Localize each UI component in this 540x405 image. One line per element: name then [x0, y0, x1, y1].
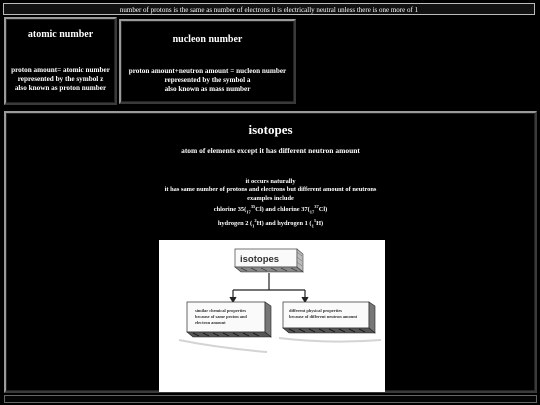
sketch-right-line: different physical properties — [289, 308, 343, 313]
chlorine-example — [6, 203, 535, 217]
hydrogen-example — [6, 217, 535, 231]
sketch-left-line: because of same proton and — [195, 314, 247, 319]
sketch-right-line: because of different neutron amount — [289, 314, 358, 319]
nucleon-line: also known as mass number — [164, 85, 251, 93]
banner-text: number of protons is the same as number of electrons it is electrically neutral unless there is one more of 1 — [119, 6, 419, 14]
nucleon-number-title: nucleon number — [172, 34, 243, 45]
nucleon-line: proton amount+neutron amount = nucleon number — [128, 67, 287, 75]
sketch-left-line: electron amount — [195, 320, 226, 325]
nucleon-number-box[interactable] — [119, 19, 296, 104]
sketch-heading-text: isotopes — [240, 254, 280, 265]
chlorine-sub: 17 — [246, 209, 251, 215]
isotopes-sketch-image — [159, 240, 385, 392]
hydrogen-sup: 2 — [254, 217, 257, 223]
isotopes-title: isotopes — [248, 122, 293, 137]
top-banner — [3, 3, 535, 15]
nucleon-number-body — [121, 67, 294, 94]
isotopes-sketch — [159, 240, 385, 392]
nucleon-line: represented by the symbol a — [164, 76, 251, 84]
isotopes-body — [6, 178, 535, 230]
atomic-line: proton amount= atomic number — [11, 66, 110, 74]
sketch-connectors — [230, 273, 308, 302]
chlorine-mid: Cl) and chlorine 37( — [255, 206, 310, 214]
isotopes-line: it occurs naturally — [245, 178, 296, 185]
chlorine-suffix: Cl) — [318, 206, 328, 214]
chlorine-sup: 35 — [250, 203, 256, 209]
atomic-line: also known as proton number — [14, 84, 107, 92]
hydrogen-prefix: hydrogen 2 ( — [217, 219, 253, 227]
isotopes-line: it has same number of protons and electrons but different amount of neutrons — [164, 186, 377, 194]
hydrogen-sup: 1 — [313, 217, 317, 223]
atomic-line: represented by the symbol z — [17, 75, 104, 83]
atomic-number-title: atomic number — [27, 29, 94, 40]
chlorine-sub: 17 — [309, 209, 315, 215]
hydrogen-sub: 1 — [252, 223, 255, 228]
bottom-scroll-region[interactable] — [4, 395, 537, 403]
isotopes-subtitle: atom of elements except it has different neutron amount — [181, 146, 360, 155]
atomic-number-body — [6, 66, 115, 93]
isotopes-line: examples include — [247, 194, 294, 202]
chlorine-prefix: chlorine 35( — [213, 206, 247, 214]
atomic-number-box[interactable] — [4, 17, 117, 105]
hydrogen-mid: H) and hydrogen 1 ( — [256, 219, 312, 227]
isotopes-box[interactable] — [4, 111, 537, 393]
hydrogen-suffix: H) — [316, 219, 324, 227]
chlorine-sup: 37 — [314, 203, 319, 209]
hydrogen-sub: 1 — [311, 223, 314, 228]
sketch-left-line: similar chemical properties — [195, 308, 247, 313]
